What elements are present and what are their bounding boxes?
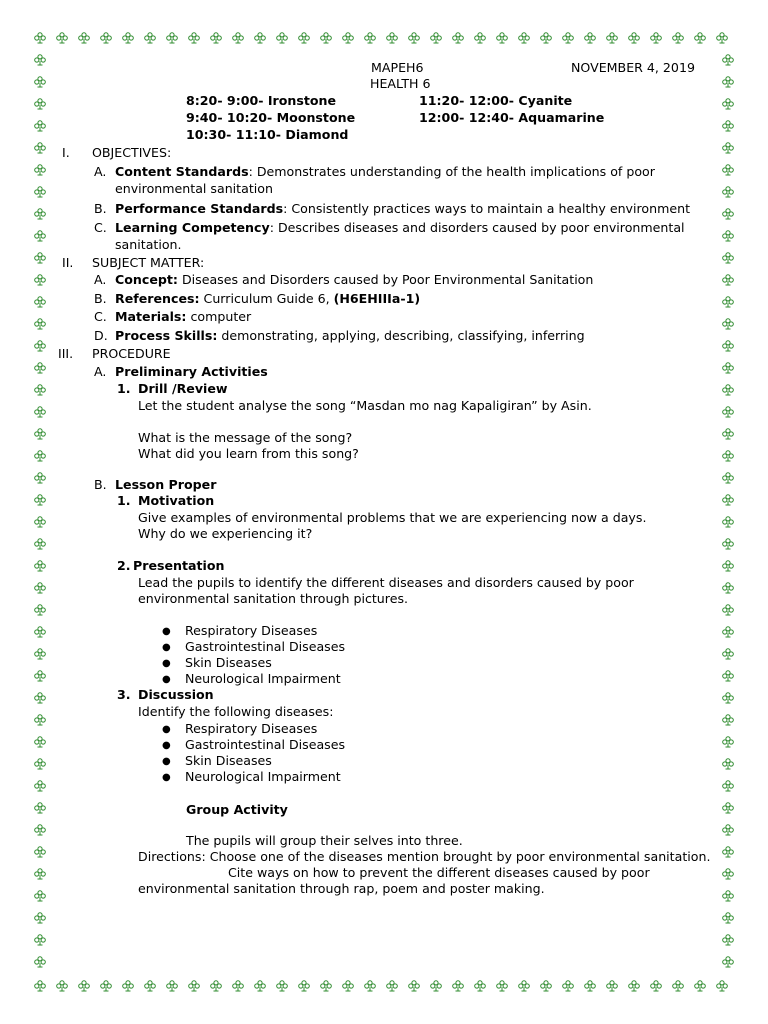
lesson-date: NOVEMBER 4, 2019: [571, 60, 695, 75]
item-letter: A.: [94, 164, 107, 179]
drill-review-title: Drill /Review: [138, 381, 228, 396]
step-number: 1.: [117, 381, 131, 396]
section-title: OBJECTIVES:: [92, 145, 172, 160]
item-letter: C.: [94, 220, 107, 235]
item-letter: A.: [94, 364, 107, 379]
list-item: Skin Diseases: [185, 655, 272, 670]
list-item: Neurological Impairment: [185, 769, 341, 784]
lesson-proper-title: Lesson Proper: [115, 477, 217, 492]
schedule-entry: 10:30- 11:10- Diamond: [186, 127, 349, 142]
learning-competency-cont: sanitation.: [115, 237, 182, 252]
schedule-entry: 12:00- 12:40- Aquamarine: [419, 110, 605, 125]
section-title: SUBJECT MATTER:: [92, 255, 205, 270]
content-standards: Content Standards: Demonstrates understanding of the health implications of poor: [115, 164, 655, 179]
bullet: ●: [162, 724, 171, 735]
motivation-text: Give examples of environmental problems that we are experiencing now a days.: [138, 510, 647, 525]
item-letter: B.: [94, 291, 107, 306]
bullet: ●: [162, 772, 171, 783]
subject-title: MAPEH6: [371, 60, 424, 75]
bullet: ●: [162, 674, 171, 685]
item-letter: C.: [94, 309, 107, 324]
bullet: ●: [162, 626, 171, 637]
presentation-text: environmental sanitation through pictures.: [138, 591, 409, 606]
directions-text: environmental sanitation through rap, poem and poster making.: [138, 881, 545, 896]
bullet: ●: [162, 740, 171, 751]
item-letter: D.: [94, 328, 108, 343]
motivation-text: Why do we experiencing it?: [138, 526, 313, 541]
step-number: 3.: [117, 687, 131, 702]
list-item: Neurological Impairment: [185, 671, 341, 686]
drill-question: What is the message of the song?: [138, 430, 353, 445]
presentation-title: Presentation: [133, 558, 225, 573]
section-title: PROCEDURE: [92, 346, 171, 361]
list-item: Gastrointestinal Diseases: [185, 639, 346, 654]
learning-competency: Learning Competency: Describes diseases and disorders caused by poor environmental: [115, 220, 685, 235]
directions-text: Cite ways on how to prevent the different diseases caused by poor: [228, 865, 650, 880]
list-item: Respiratory Diseases: [185, 623, 318, 638]
schedule-entry: 9:40- 10:20- Moonstone: [186, 110, 356, 125]
process-skills: Process Skills: demonstrating, applying, describing, classifying, inferring: [115, 328, 585, 343]
list-item: Gastrointestinal Diseases: [185, 737, 346, 752]
directions-text: Directions: Choose one of the diseases mention brought by poor environmental sanitation.: [138, 849, 711, 864]
discussion-text: Identify the following diseases:: [138, 704, 334, 719]
topic-title: HEALTH 6: [370, 76, 431, 91]
item-letter: B.: [94, 477, 107, 492]
group-activity-text: The pupils will group their selves into three.: [186, 833, 463, 848]
materials: Materials: computer: [115, 309, 252, 324]
schedule-entry: 8:20- 9:00- Ironstone: [186, 93, 337, 108]
item-letter: B.: [94, 201, 107, 216]
content-standards-cont: environmental sanitation: [115, 181, 273, 196]
list-item: Respiratory Diseases: [185, 721, 318, 736]
bullet: ●: [162, 756, 171, 767]
drill-text: Let the student analyse the song “Masdan mo nag Kapaligiran” by Asin.: [138, 398, 592, 413]
group-activity-title: Group Activity: [186, 802, 288, 817]
preliminary-activities-title: Preliminary Activities: [115, 364, 268, 379]
bullet: ●: [162, 658, 171, 669]
discussion-title: Discussion: [138, 687, 214, 702]
step-number: 2.: [117, 558, 131, 573]
list-item: Skin Diseases: [185, 753, 272, 768]
motivation-title: Motivation: [138, 493, 215, 508]
section-number: II.: [62, 255, 74, 270]
references: References: Curriculum Guide 6, (H6EHIIIa-1): [115, 291, 421, 306]
schedule-entry: 11:20- 12:00- Cyanite: [419, 93, 573, 108]
concept: Concept: Diseases and Disorders caused by Poor Environmental Sanitation: [115, 272, 594, 287]
presentation-text: Lead the pupils to identify the different diseases and disorders caused by poor: [138, 575, 634, 590]
bullet: ●: [162, 642, 171, 653]
section-number: I.: [62, 145, 70, 160]
drill-question: What did you learn from this song?: [138, 446, 359, 461]
performance-standards: Performance Standards: Consistently practices ways to maintain a healthy environment: [115, 201, 691, 216]
step-number: 1.: [117, 493, 131, 508]
item-letter: A.: [94, 272, 107, 287]
section-number: III.: [58, 346, 74, 361]
